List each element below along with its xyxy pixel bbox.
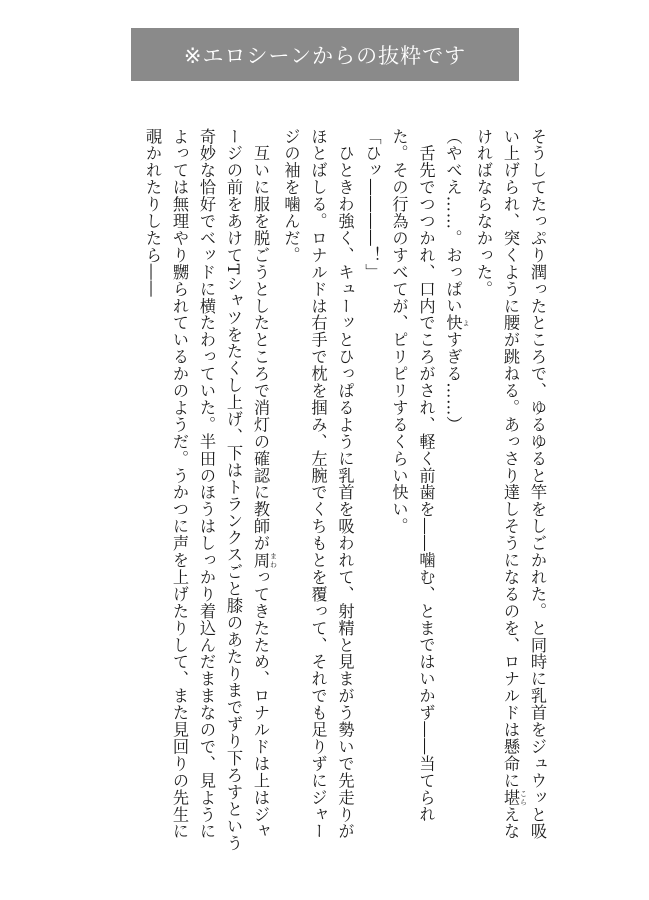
ruby-annotation — [443, 314, 470, 332]
ruby-reading: こら — [519, 789, 528, 807]
paragraph-text: （やべえ……。おっぱい — [443, 128, 463, 315]
paragraph: 舌先でつつかれ、口内でころがされ、軽く前歯を――噛む、とまではいかず――当てられた。その行為のすべてが、ピリピリするくらい快い。 — [389, 128, 436, 823]
paragraph — [470, 128, 551, 853]
ruby-reading: よ — [462, 314, 470, 332]
vertical-text-body — [91, 128, 551, 853]
ruby-base: 堪 — [501, 789, 520, 807]
ruby-base: 快 — [443, 314, 463, 332]
paragraph: 「ひッ――――！」 — [362, 128, 382, 281]
excerpt-notice-label: ※エロシーンからの抜粋です — [183, 43, 467, 68]
paragraph-text: すぎる……） — [443, 331, 463, 434]
ruby-base: 周 — [251, 551, 270, 569]
ruby-annotation — [251, 551, 278, 569]
paragraph-text: ってきたため、ロナルドは上はジャージの前をあけてTシャツをたくし上げ、下はトランクスごと膝のあたりまでずり下ろすという奇妙な恰好でベッドに横たわっていた。半田のほうはしっかり着込んだままなので、見ようによっては無理やり嬲られているかのようだ。うかつに声を上げたりして、また見回りの先生に覗かれたりしたら―― — [143, 128, 270, 852]
paragraph — [139, 128, 278, 853]
paragraph: ひときわ強く、キューッとひっぱるように乳首を吸われて、射精と見まがう勢いで先走りがほとばしる。ロナルドは右手で枕を掴み、左腕でくちもとを覆って、それでも足りずにジャージの袖を噛んだ。 — [281, 128, 355, 840]
ruby-annotation — [501, 789, 528, 807]
paragraph — [440, 128, 471, 853]
paragraph-text: そうしてたっぷり潤ったところで、ゆるゆると竿をしごかれた。と同時に乳首をジュウッと吸い上げられ、突くように腰が跳ねる。あっさり達しそうになるのを、ロナルドは懸命に — [501, 128, 547, 840]
paragraph-text: 互いに服を脱ごうとしたところで消灯の確認に教師が — [251, 128, 270, 552]
paragraph-text: えなければならなかった。 — [474, 128, 520, 840]
excerpt-notice-banner — [131, 28, 519, 81]
ruby-reading: まわ — [269, 551, 278, 569]
